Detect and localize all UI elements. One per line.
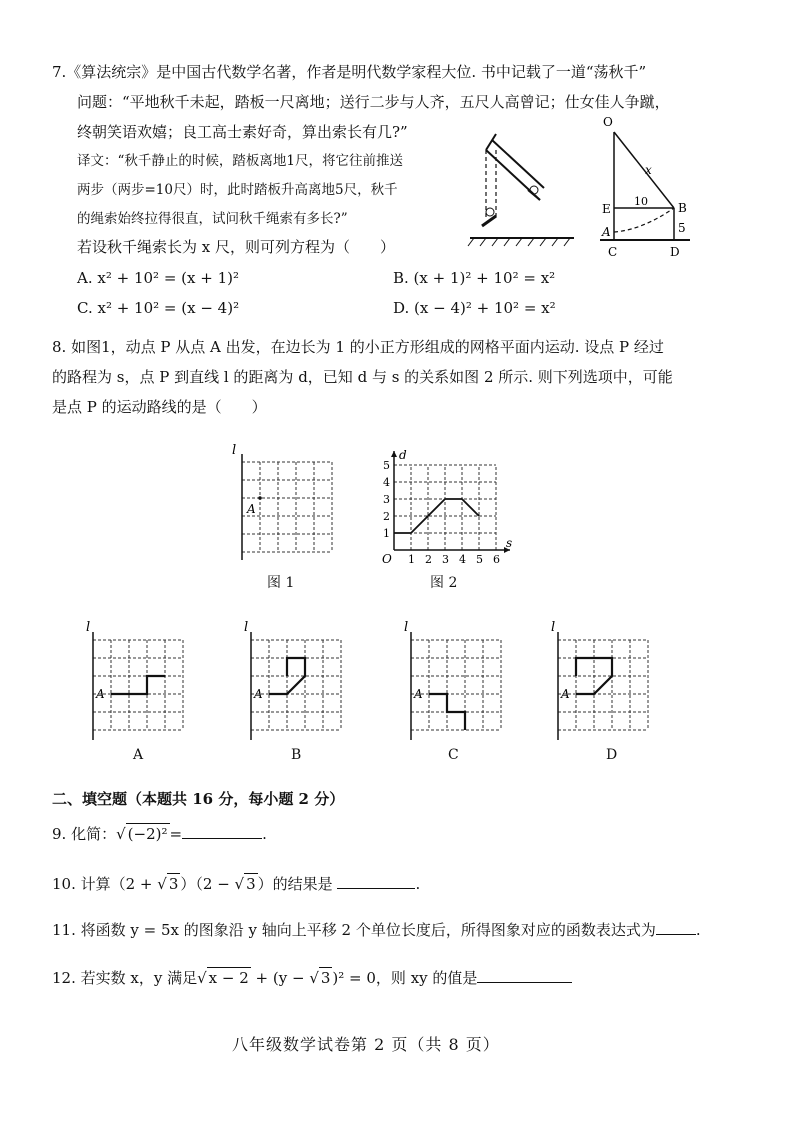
a-label: A: [561, 687, 570, 701]
q8-line-2: 的路程为 s，点 P 到直线 l 的距离为 d，已知 d 与 s 的关系如图 2 所示. 则下列选项中，可能: [52, 368, 673, 386]
option-b-label[interactable]: B: [291, 747, 302, 763]
label-ten: 10: [634, 195, 648, 208]
chart-x-tick-label: 6: [493, 553, 500, 566]
chart-y-axis-label: d: [399, 448, 407, 462]
q7-question: 若设秋千绳索长为 x 尺，则可列方程为（ ）: [77, 238, 395, 256]
chart-axes: [391, 451, 513, 553]
chart-x-tick-label: 2: [425, 553, 432, 566]
q10-radicand-1: 3: [168, 875, 179, 893]
q7-option-c: C. x² + 10² = (x − 4)²: [77, 299, 240, 317]
chart-x-tick-label: 5: [476, 553, 483, 566]
figure-1-grid: [228, 440, 340, 562]
q10-suffix: ）的结果是: [257, 875, 333, 893]
chart-y-tick-label: 5: [383, 459, 390, 472]
q7-translation-3: 的绳索始终拉得很直，试问秋千绳索有多长?”: [77, 211, 348, 227]
figure-2-chart: [370, 438, 520, 566]
chart-x-tick-label: 3: [442, 553, 449, 566]
label-x: x: [645, 163, 652, 177]
chart-x-tick-label: 1: [408, 553, 415, 566]
chart-y-tick-label: 1: [383, 527, 390, 540]
q12-suffix: )² = 0，则 xy 的值是: [332, 969, 478, 987]
q10-answer-blank[interactable]: [337, 888, 415, 889]
q9: [52, 823, 267, 844]
q9-answer-blank[interactable]: [182, 838, 262, 839]
chart-y-arrow: [391, 451, 397, 457]
q9-end: .: [262, 825, 267, 843]
chart-y-tick-label: 2: [383, 510, 390, 523]
q12-answer-blank[interactable]: [477, 982, 572, 983]
motion-path: [429, 694, 465, 730]
q10-radicand-2: 3: [246, 875, 256, 893]
q7-line-3: 终朝笑语欢嬉；良工高士素好奇，算出索长有几?”: [77, 123, 408, 141]
option-c-grid[interactable]: [403, 620, 508, 745]
chart-grid: [394, 465, 496, 550]
l-label: l: [86, 620, 91, 635]
a-label: A: [414, 687, 423, 701]
swing-illustration: [466, 130, 578, 250]
q12-mid: + (y −: [250, 969, 310, 987]
q7-translation-1: 译文：“秋千静止的时候，踏板离地1尺，将它往前推送: [77, 153, 403, 169]
label-c: C: [608, 245, 618, 259]
sqrt-sign: √: [157, 875, 167, 893]
chart-x-tick-label: 4: [459, 553, 466, 566]
sqrt-sign: √: [309, 969, 319, 987]
section-2-heading: 二、填空题（本题共 16 分，每小题 2 分）: [52, 790, 345, 808]
option-a-grid[interactable]: [85, 620, 190, 745]
q9-prefix: 9. 化简：: [52, 825, 117, 843]
motion-path: [111, 676, 165, 694]
label-d: D: [670, 245, 680, 259]
a-label: A: [254, 687, 263, 701]
option-d-label[interactable]: D: [606, 747, 618, 763]
sqrt-sign: √: [197, 969, 207, 987]
a-label: A: [96, 687, 105, 701]
page-footer: 八年级数学试卷第 2 页（共 8 页）: [232, 1035, 500, 1054]
l-label: l: [551, 620, 556, 635]
sqrt-sign: √: [116, 825, 126, 843]
chart-x-axis-label: s: [506, 536, 513, 550]
motion-path: [269, 658, 305, 694]
q10-prefix: 10. 计算（2 +: [52, 875, 158, 893]
figure-2-caption: 图 2: [430, 575, 458, 591]
q7-line-2: 问题：“平地秋千未起，踏板一尺离地；送行二步与人齐，五尺人高曾记；仕女佳人争蹴，: [77, 93, 670, 111]
q12-radicand-2: 3: [320, 969, 331, 987]
label-five: 5: [678, 221, 686, 235]
l-label: l: [404, 620, 409, 635]
q7-line-1: 7.《算法统宗》是中国古代数学名著，作者是明代数学家程大位. 书中记载了一道“荡秋千”: [52, 63, 647, 81]
q9-radicand: (−2)²: [127, 825, 168, 843]
q11-text: 11. 将函数 y = 5x 的图象沿 y 轴向上平移 2 个单位长度后，所得图象对应的函数表达式为: [52, 921, 656, 939]
option-b-grid[interactable]: [243, 620, 348, 745]
q10: [52, 873, 420, 894]
q10-mid: ）（2 −: [180, 875, 235, 893]
fig1-l-label: l: [232, 443, 237, 458]
swing-geometry-figure: [590, 112, 700, 262]
option-c-label[interactable]: C: [448, 747, 459, 763]
option-a-label[interactable]: A: [133, 747, 144, 763]
chart-y-tick-label: 4: [383, 476, 390, 489]
q11-end: .: [695, 921, 701, 939]
q9-eq: =: [169, 825, 183, 843]
sqrt-sign: √: [234, 875, 245, 893]
option-d-grid[interactable]: [550, 620, 655, 745]
label-o: O: [603, 115, 613, 129]
q8-line-3: 是点 P 的运动路线的是（ ）: [52, 398, 267, 416]
q7-option-b: B. (x + 1)² + 10² = x²: [393, 269, 556, 287]
q7-option-a: A. x² + 10² = (x + 1)²: [77, 269, 239, 287]
label-e: E: [602, 202, 611, 216]
chart-tick-labels: [382, 448, 512, 566]
label-b: B: [678, 201, 687, 215]
q12: [52, 967, 572, 988]
q10-end: .: [415, 875, 421, 893]
q7-option-d: D. (x − 4)² + 10² = x²: [393, 299, 556, 317]
q11: [52, 920, 701, 940]
fig1-a-label: A: [247, 502, 256, 516]
q12-prefix: 12. 若实数 x，y 满足: [52, 969, 198, 987]
figure-1-caption: 图 1: [267, 575, 295, 591]
chart-origin-label: O: [382, 552, 392, 566]
q7-translation-2: 两步（两步=10尺）时，此时踏板升高离地5尺，秋千: [77, 182, 398, 198]
label-a: A: [602, 225, 611, 239]
q12-radicand-1: x − 2: [208, 969, 249, 987]
q11-answer-blank[interactable]: [656, 934, 696, 935]
l-label: l: [244, 620, 249, 635]
q8-line-1: 8. 如图1，动点 P 从点 A 出发，在边长为 1 的小正方形组成的网格平面内运动. 设点 P 经过: [52, 338, 664, 356]
chart-y-tick-label: 3: [383, 493, 390, 506]
